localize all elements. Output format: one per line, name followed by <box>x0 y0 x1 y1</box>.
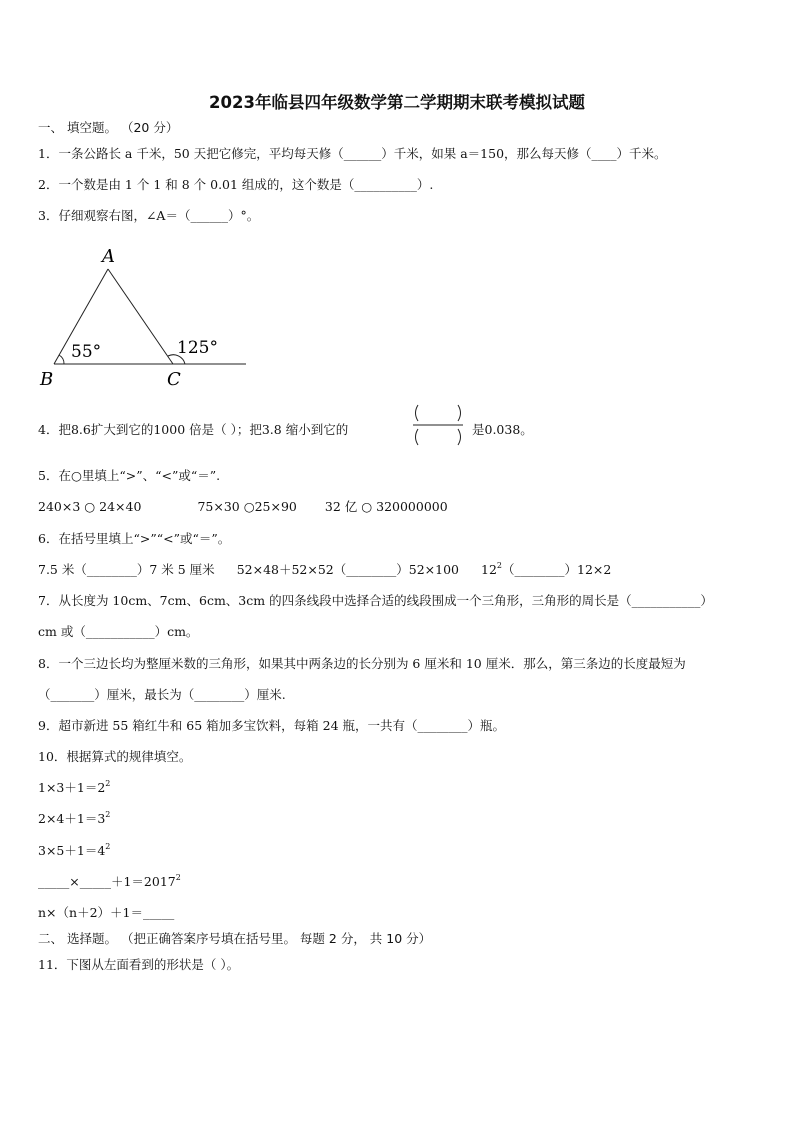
q10-row-4-exponent: 2 <box>175 873 181 882</box>
fraction-blank <box>410 402 466 448</box>
angle-c-value: 125° <box>177 338 218 358</box>
q10-row-1-text: 1×3＋1＝2 <box>38 780 106 795</box>
question-11: 11．下图从左面看到的形状是（ ）。 <box>38 957 240 972</box>
section-two-heading: 二、 选择题。 （把正确答案序号填在括号里。 每题 2 分， 共 10 分） <box>38 931 432 946</box>
question-10-stem: 10．根据算式的规律填空。 <box>38 749 192 764</box>
triangle-figure <box>34 240 254 390</box>
denominator-left-paren <box>416 429 419 445</box>
label-b: B <box>40 369 54 390</box>
question-4-part1: 4．把8.6扩大到它的1000 倍是（ ）；把3.8 缩小到它的 <box>38 422 349 437</box>
q10-row-4 <box>38 874 181 890</box>
q10-row-2-text: 2×4＋1＝3 <box>38 811 106 826</box>
q6-item-3-rest: （________）12×2 <box>502 562 612 577</box>
question-5-stem: 5．在○里填上“>”、“<”或“＝”. <box>38 468 221 483</box>
question-4-part2: 是0.038。 <box>472 422 533 437</box>
question-9: 9．超市新进 55 箱红牛和 65 箱加多宝饮料，每箱 24 瓶，一共有（________）瓶。 <box>38 718 506 733</box>
q10-general-row: n×（n＋2）＋1＝_____ <box>38 905 175 920</box>
question-2: 2．一个数是由 1 个 1 和 8 个 0.01 组成的，这个数是（__________）. <box>38 177 434 192</box>
q10-row-2-exponent: 2 <box>105 810 111 819</box>
q6-item-2: 52×48＋52×52（________）52×100 <box>236 562 459 577</box>
label-a: A <box>102 246 115 267</box>
question-1: 1．一条公路长 a 千米，50 天把它修完，平均每天修（______）千米，如果 a＝150，那么每天修（____）千米。 <box>38 146 667 161</box>
q10-row-1-exponent: 2 <box>105 779 111 788</box>
q10-row-4-text: _____×_____＋1＝2017 <box>38 874 176 889</box>
q10-row-3-exponent: 2 <box>105 842 111 851</box>
q5-item-1: 240×3 ○ 24×40 <box>38 499 142 514</box>
angle-b-arc <box>59 355 64 364</box>
q10-row-2 <box>38 811 110 827</box>
numerator-right-paren <box>458 405 461 421</box>
question-7-line2: cm 或（___________）cm。 <box>38 624 199 639</box>
question-7-line1: 7．从长度为 10cm、7cm、6cm、3cm 的四条线段中选择合适的线段围成一个三角形，三角形的周长是（___________） <box>38 593 713 608</box>
label-c: C <box>167 369 181 390</box>
numerator-left-paren <box>416 405 419 421</box>
page-title: 2023年临县四年级数学第二学期期末联考模拟试题 <box>209 93 585 112</box>
q10-row-3-text: 3×5＋1＝4 <box>38 843 106 858</box>
question-5-items <box>38 499 448 515</box>
question-8-line2: （_______）厘米，最长为（________）厘米. <box>38 687 286 702</box>
q6-item-1: 7.5 米（________）7 米 5 厘米 <box>38 562 215 577</box>
question-6-stem: 6．在括号里填上“>”“<”或“＝”。 <box>38 531 231 546</box>
side-ac <box>108 269 173 364</box>
q5-item-2: 75×30 ○25×90 <box>197 499 297 514</box>
question-3: 3．仔细观察右图，∠A＝（______）°。 <box>38 208 260 223</box>
q10-row-1 <box>38 780 110 796</box>
angle-b-value: 55° <box>71 342 102 362</box>
section-one-heading: 一、 填空题。 （20 分） <box>38 120 179 135</box>
question-8-line1: 8．一个三边长均为整厘米数的三角形，如果其中两条边的长分别为 6 厘米和 10 厘米．那么，第三条边的长度最短为 <box>38 656 686 671</box>
q6-item-3-exponent: 2 <box>496 561 502 570</box>
question-6-items <box>38 562 611 578</box>
denominator-right-paren <box>458 429 461 445</box>
q5-item-3: 32 亿 ○ 320000000 <box>324 499 448 514</box>
q6-item-3-base: 12 <box>481 562 497 577</box>
q10-row-3 <box>38 843 110 859</box>
